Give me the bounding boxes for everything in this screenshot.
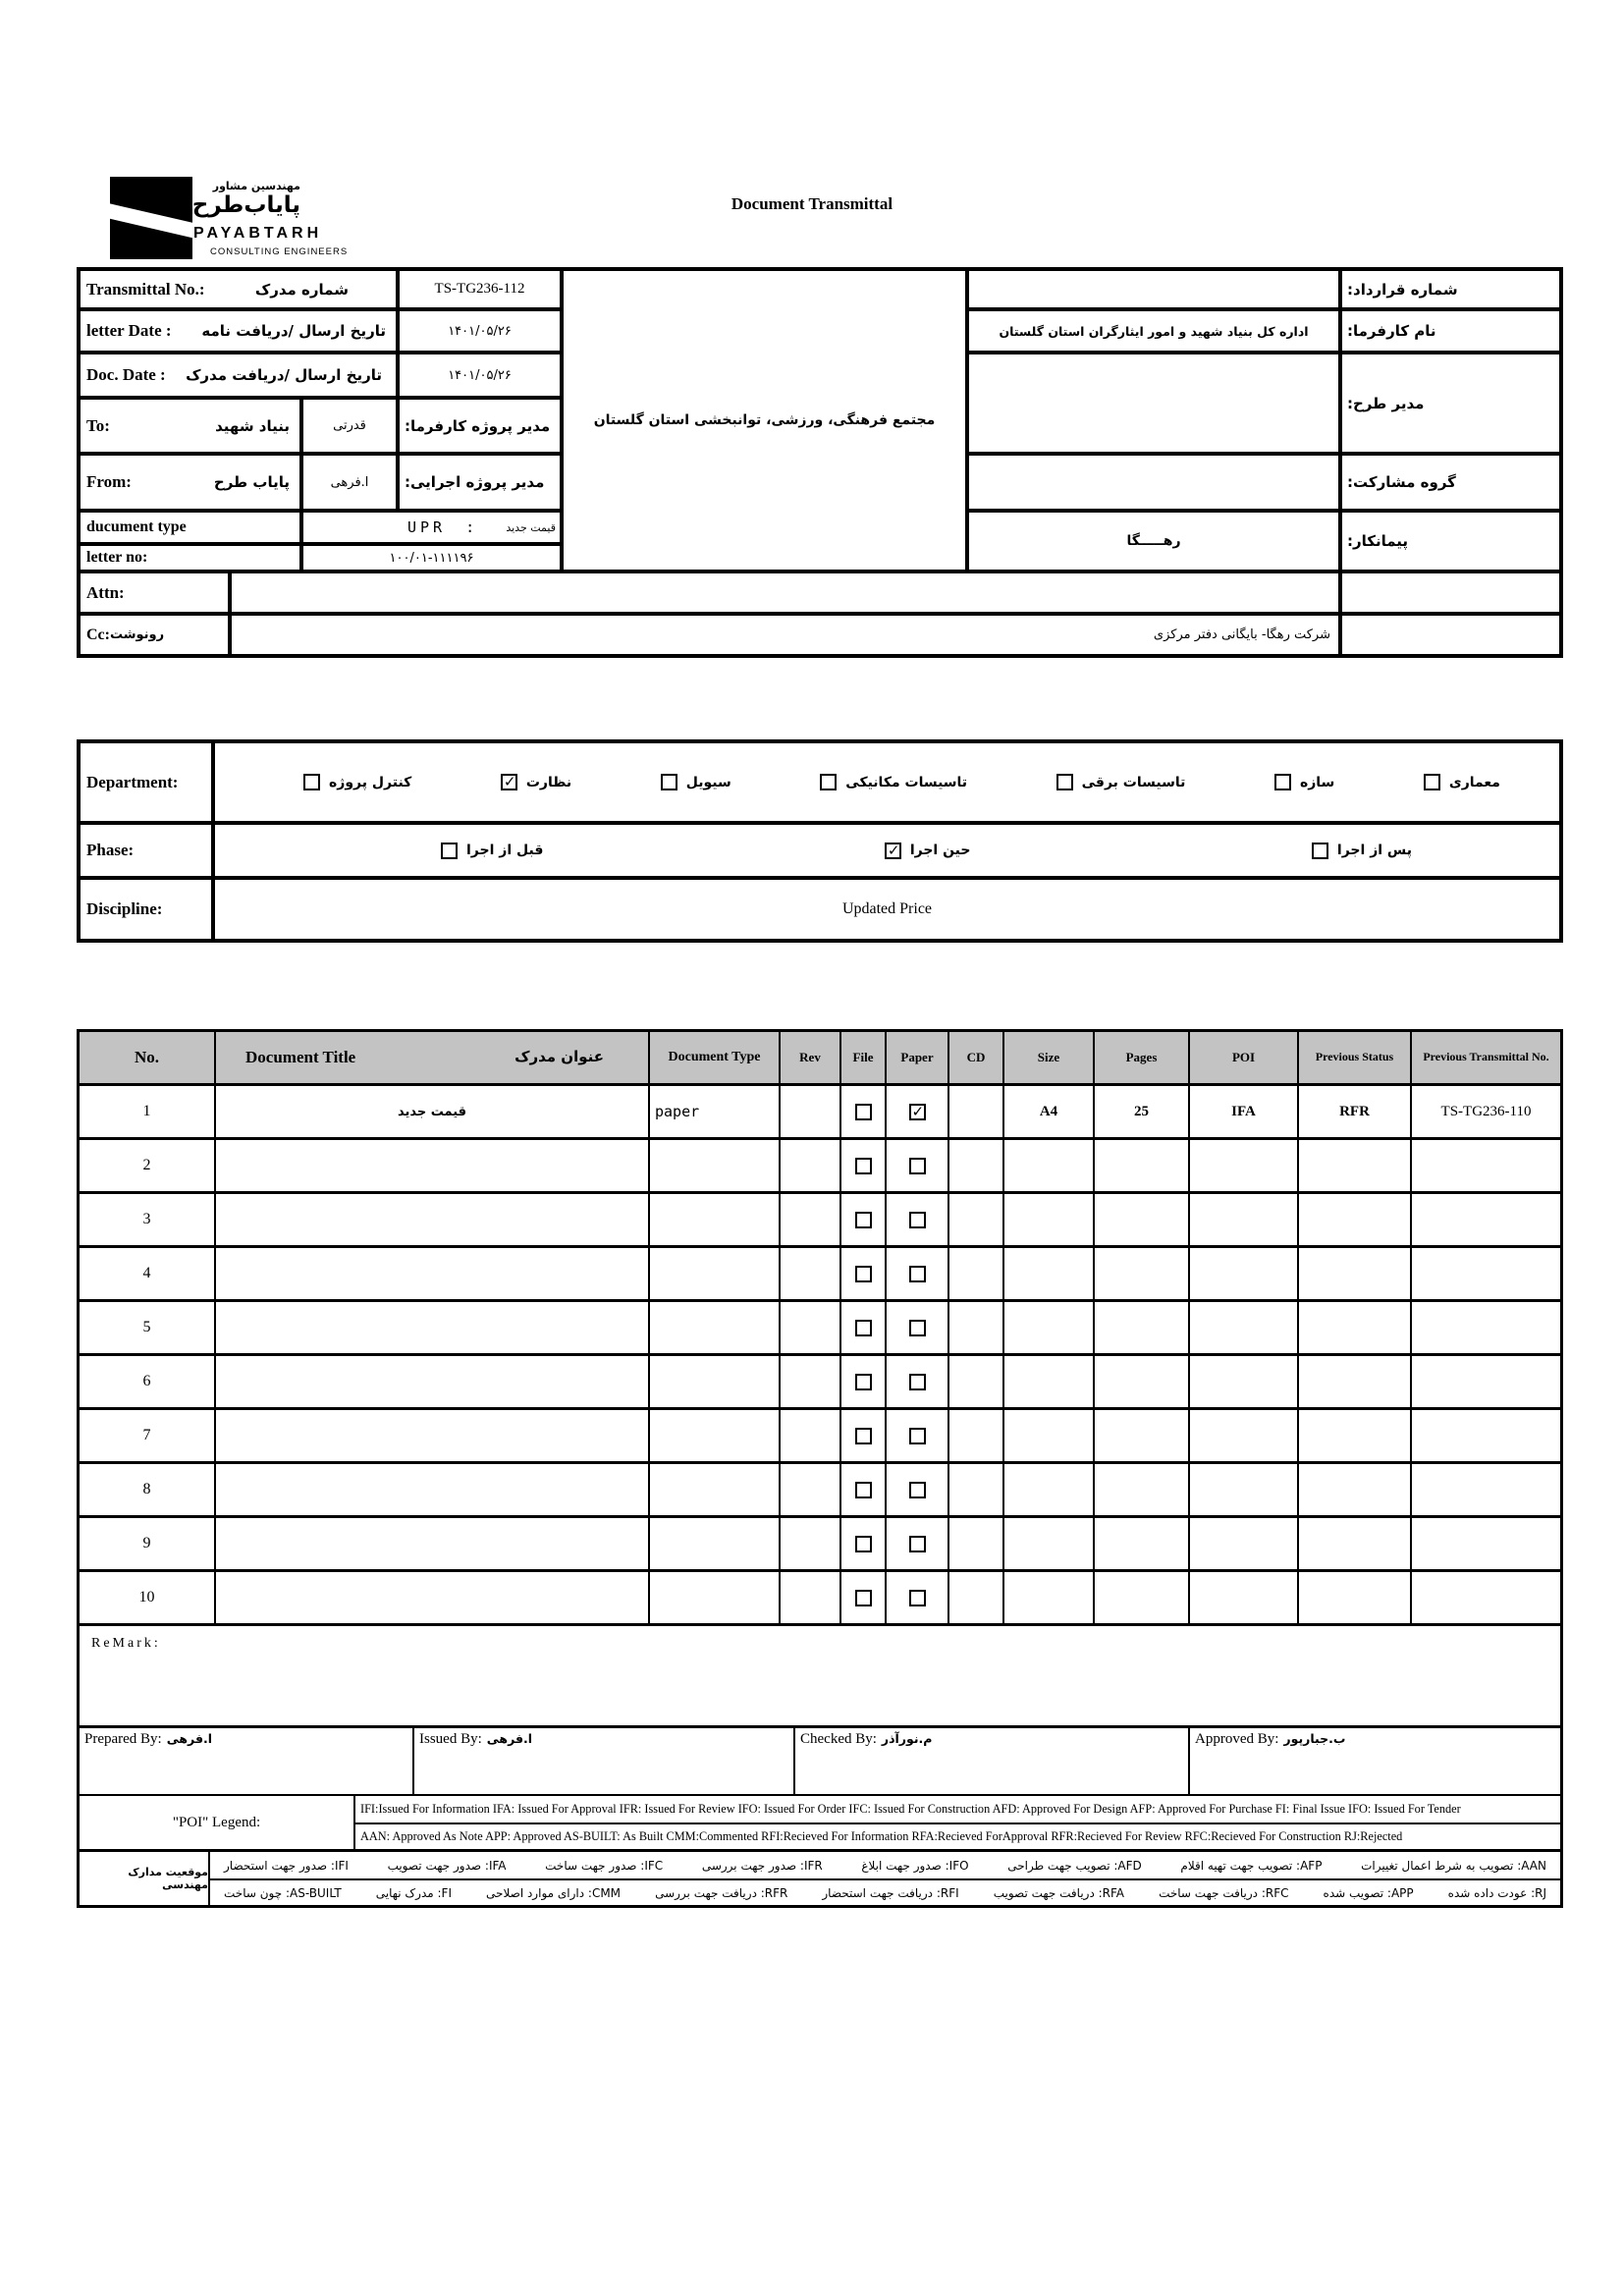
cell-file: [839, 1302, 885, 1353]
poi-legend-fa: [80, 1849, 1560, 1905]
legend-entry: IFO: صدور جهت ابلاغ: [861, 1858, 969, 1873]
legend-entry: IFC: صدور جهت ساخت: [545, 1858, 664, 1873]
cell-no: 3: [142, 1211, 151, 1227]
issued-by-cell: [412, 1728, 793, 1794]
discipline-label: Discipline:: [86, 899, 163, 918]
cell-paper: [885, 1194, 947, 1245]
cell-title: [214, 1518, 648, 1569]
checkbox-label: تاسیسات مکانیکی: [845, 774, 968, 790]
cell-prev_status: [1297, 1140, 1410, 1191]
cell-type: [648, 1302, 779, 1353]
cell-type: [648, 1410, 779, 1461]
cell-pages: [1093, 1464, 1188, 1515]
cell-no: 9: [142, 1535, 151, 1551]
cell-rev: [779, 1086, 839, 1137]
cell-type: [648, 1464, 779, 1515]
cell-no: 4: [142, 1265, 151, 1281]
cell-title: قیمت جدید: [214, 1086, 648, 1137]
legend-entry: AS-BUILT: چون ساخت: [224, 1885, 342, 1900]
table-row: [80, 1245, 1560, 1299]
checkbox[interactable]: [1424, 774, 1440, 790]
cell-prev_tx: [1410, 1140, 1560, 1191]
cell-poi: [1188, 1194, 1297, 1245]
letter-no-value: ۱۰۰/۰۱-۱۱۱۱۹۶: [389, 550, 474, 566]
phase-options: [213, 823, 1561, 878]
cell-type: [648, 1248, 779, 1299]
approved-by-cell: [1188, 1728, 1560, 1794]
prepared-by-name: ا.فرهی: [166, 1731, 213, 1746]
cell-title: [214, 1302, 648, 1353]
project-name-cell: [562, 269, 967, 571]
cell-rev: [779, 1248, 839, 1299]
attn-right-cell: [1340, 571, 1561, 614]
cell-title: [214, 1410, 648, 1461]
checkbox[interactable]: [909, 1158, 926, 1174]
cell-pages: [1093, 1572, 1188, 1623]
department-table: [77, 739, 1563, 943]
table-body: [80, 1083, 1560, 1623]
approved-by-name: ب.جبارپور: [1283, 1731, 1346, 1746]
checkbox-label: سازه: [1299, 774, 1335, 790]
prepared-by-cell: [80, 1728, 412, 1794]
cell-prev_tx: [1410, 1464, 1560, 1515]
checkbox-item: [441, 843, 543, 859]
checkbox[interactable]: [855, 1158, 872, 1174]
checked-by-label: Checked By:: [800, 1731, 877, 1747]
cell-pages: [1093, 1518, 1188, 1569]
attn-value: [230, 571, 1340, 614]
poi-legend-fa-label: موقعیت مدارک مهندسی: [80, 1852, 210, 1905]
cell-poi: [1188, 1410, 1297, 1461]
legend-entry: RFR: دریافت جهت بررسی: [655, 1885, 788, 1900]
checkbox[interactable]: [820, 774, 837, 790]
checkbox-label: کنترل پروژه: [329, 774, 412, 790]
cell-paper: [885, 1248, 947, 1299]
table-row: [80, 1191, 1560, 1245]
cell-poi: [1188, 1356, 1297, 1407]
checkbox[interactable]: [1056, 774, 1073, 790]
cell-title: [214, 1194, 648, 1245]
cell-file: [839, 1572, 885, 1623]
legend-entry: RJ: عودت داده شده: [1447, 1885, 1546, 1900]
checkbox-label: قبل از اجرا: [466, 843, 544, 858]
checkbox[interactable]: [661, 774, 677, 790]
cell-pages: [1093, 1194, 1188, 1245]
approved-by-label: Approved By:: [1195, 1731, 1279, 1747]
cell-title: [214, 1464, 648, 1515]
cell-title: [214, 1572, 648, 1623]
cell-file: [839, 1518, 885, 1569]
checkbox[interactable]: [885, 843, 901, 859]
cell-type: paper: [648, 1086, 779, 1137]
cell-prev_status: [1297, 1356, 1410, 1407]
cell-no: 10: [138, 1589, 155, 1605]
cell-file: [839, 1356, 885, 1407]
checkbox[interactable]: [909, 1482, 926, 1498]
poi-legend-label: "POI" Legend:: [80, 1796, 355, 1849]
checkbox[interactable]: [909, 1374, 926, 1390]
cell-pages: 25: [1093, 1086, 1188, 1137]
checkbox[interactable]: [855, 1320, 872, 1336]
cell-poi: [1188, 1302, 1297, 1353]
checked-by-cell: [793, 1728, 1188, 1794]
cell-poi: [1188, 1464, 1297, 1515]
cell-prev_status: [1297, 1464, 1410, 1515]
from-value: پایاب طرح: [213, 473, 290, 491]
checkbox-item: [1274, 774, 1334, 790]
doc-date-value: ۱۴۰۱/۰۵/۲۶: [448, 367, 512, 383]
header-size: Size: [1002, 1032, 1093, 1083]
cell-rev: [779, 1464, 839, 1515]
cell-no: 8: [142, 1481, 151, 1497]
cell-paper: [885, 1518, 947, 1569]
doc-date-label: Doc. Date :: [86, 365, 166, 384]
to-value: بنیاد شهید: [215, 416, 290, 435]
checkbox[interactable]: [855, 1266, 872, 1282]
transmittal-no-label-fa: شماره مدرک: [254, 280, 349, 299]
to-person: قدرتی: [333, 418, 366, 433]
document-type-label: ducument type: [86, 518, 187, 535]
contractor-value: رهـــــگا: [1126, 533, 1181, 549]
cell-rev: [779, 1140, 839, 1191]
cell-paper: [885, 1302, 947, 1353]
header-no: No.: [134, 1048, 160, 1067]
legend-entry: AFP: تصویب جهت تهیه اقلام: [1180, 1858, 1323, 1873]
legend-entry: CMM: دارای موارد اصلاحی: [486, 1885, 622, 1900]
cell-type: [648, 1140, 779, 1191]
checkbox[interactable]: [855, 1536, 872, 1552]
checkbox[interactable]: [855, 1374, 872, 1390]
cell-file: [839, 1086, 885, 1137]
partnership-value: [967, 454, 1340, 511]
document-type-code: UPR: [407, 518, 447, 536]
cell-size: [1002, 1572, 1093, 1623]
cell-prev_status: [1297, 1194, 1410, 1245]
checkbox-label: حین اجرا: [909, 843, 971, 858]
checkbox[interactable]: [441, 843, 458, 859]
cell-rev: [779, 1194, 839, 1245]
cell-cd: [947, 1410, 1002, 1461]
legend-entry: IFI: صدور جهت استحضار: [224, 1858, 349, 1873]
partnership-label: گروه مشارکت:: [1347, 473, 1456, 491]
cell-size: [1002, 1302, 1093, 1353]
cell-title: [214, 1140, 648, 1191]
remark-row: [80, 1623, 1560, 1725]
info-table: [77, 267, 1563, 658]
header-cd: CD: [947, 1032, 1002, 1083]
cell-size: [1002, 1410, 1093, 1461]
checkbox[interactable]: [303, 774, 320, 790]
transmittal-no-label: Transmittal No.:: [86, 279, 205, 299]
cell-pages: [1093, 1356, 1188, 1407]
poi-legend-en-line2: AAN: Approved As Note APP: Approved AS-BUILT: As Built CMM:Commented RFI:Recieved For Information RFA:Recieved ForApproval RFR:Recieved For Review RFC:Recieved For Construction RJ:Rejected: [355, 1823, 1560, 1849]
cell-title: [214, 1356, 648, 1407]
issued-by-label: Issued By:: [419, 1731, 482, 1747]
header-poi: POI: [1188, 1032, 1297, 1083]
header-previous-status: Previous Status: [1297, 1032, 1410, 1083]
legend-entry: AAN: تصویب به شرط اعمال تغییرات: [1361, 1858, 1546, 1873]
contract-no-value: [967, 269, 1340, 309]
document-type-colon: :: [465, 518, 475, 536]
cell-prev_tx: TS-TG236-110: [1410, 1086, 1560, 1137]
cell-prev_tx: [1410, 1410, 1560, 1461]
cell-cd: [947, 1086, 1002, 1137]
letter-date-label: letter Date :: [86, 321, 172, 340]
cell-type: [648, 1194, 779, 1245]
cc-label-fa: رونوشت: [109, 627, 165, 642]
checkbox[interactable]: [1312, 843, 1328, 859]
cell-file: [839, 1410, 885, 1461]
cell-pages: [1093, 1410, 1188, 1461]
client-name-value: اداره کل بنیاد شهید و امور ایثارگران استان گلستان: [999, 323, 1309, 339]
cc-right-cell: [1340, 614, 1561, 656]
cell-no: 1: [142, 1103, 151, 1119]
checkbox-label: سیویل: [685, 774, 731, 790]
checkbox[interactable]: [909, 1320, 926, 1336]
design-manager-value: [967, 353, 1340, 454]
cell-prev_status: [1297, 1410, 1410, 1461]
logo-fa-name: پایاب‌طرح: [191, 192, 300, 218]
cell-paper: [885, 1464, 947, 1515]
department-label: Department:: [86, 772, 179, 791]
cell-prev_status: [1297, 1572, 1410, 1623]
cell-no: 5: [142, 1319, 151, 1335]
cell-prev_status: [1297, 1248, 1410, 1299]
contractor-label: پیمانکار:: [1347, 532, 1409, 550]
document-list-table: [77, 1029, 1563, 1908]
header-title-en: Document Title: [245, 1048, 356, 1067]
cell-prev_status: [1297, 1518, 1410, 1569]
header-rev: Rev: [779, 1032, 839, 1083]
checkbox-label: معماری: [1448, 774, 1500, 790]
cell-no: 2: [142, 1157, 151, 1173]
checkbox-item: [885, 843, 971, 859]
cell-size: A4: [1002, 1086, 1093, 1137]
header-title-fa: عنوان مدرک: [514, 1048, 604, 1066]
company-logo: [110, 177, 192, 259]
letter-date-value: ۱۴۰۱/۰۵/۲۶: [448, 323, 512, 339]
logo-fa-tagline: مهندسین مشاور: [212, 180, 300, 192]
cell-prev_tx: [1410, 1356, 1560, 1407]
contract-no-label: شماره قرارداد:: [1347, 280, 1458, 299]
header-previous-transmittal: Previous Transmittal No.: [1410, 1032, 1560, 1083]
cell-cd: [947, 1572, 1002, 1623]
doc-date-label-fa: تاریخ ارسال /دریافت مدرک: [186, 366, 382, 384]
cell-size: [1002, 1356, 1093, 1407]
header-document-type: Document Type: [648, 1032, 779, 1083]
cell-size: [1002, 1140, 1093, 1191]
exec-pm-label: مدیر پروژه اجرایی:: [405, 473, 545, 491]
table-row: [80, 1299, 1560, 1353]
cell-pages: [1093, 1140, 1188, 1191]
poi-legend-en-line1: IFI:Issued For Information IFA: Issued For Approval IFR: Issued For Review IFO: Issued For Order IFC: Issued For Construction AFD: Approved For Design AFP: Approved For Purchase FI: Final Issue IFO: Issued For Tender: [360, 1802, 1461, 1816]
letter-date-label-fa: تاریخ ارسال /دریافت نامه: [201, 322, 386, 340]
cell-paper: [885, 1572, 947, 1623]
cell-prev_tx: [1410, 1302, 1560, 1353]
letter-no-label: letter no:: [86, 549, 148, 566]
from-label: From:: [86, 472, 132, 491]
client-name-label: نام کارفرما:: [1347, 322, 1436, 340]
checkbox[interactable]: [855, 1104, 872, 1120]
header-paper: Paper: [885, 1032, 947, 1083]
remark-label: ReMark:: [91, 1636, 161, 1651]
cell-file: [839, 1194, 885, 1245]
page-title: Document Transmittal: [731, 194, 893, 213]
checkbox[interactable]: [855, 1590, 872, 1606]
checkbox-item: [1312, 843, 1412, 859]
cell-paper: [885, 1356, 947, 1407]
table-row: [80, 1137, 1560, 1191]
legend-entry: APP: تصویب شده: [1323, 1885, 1414, 1900]
cell-paper: [885, 1410, 947, 1461]
cell-poi: [1188, 1140, 1297, 1191]
cell-type: [648, 1518, 779, 1569]
project-name: مجتمع فرهنگی، ورزشی، توانبخشی استان گلستان: [593, 412, 936, 428]
poi-legend-en: [80, 1794, 1560, 1849]
checkbox[interactable]: [909, 1428, 926, 1444]
department-options: [213, 741, 1561, 823]
checkbox[interactable]: [909, 1212, 926, 1228]
table-header-row: [80, 1032, 1560, 1083]
legend-entry: RFA: دریافت جهت تصویب: [993, 1885, 1125, 1900]
cell-size: [1002, 1248, 1093, 1299]
cc-label: Cc:: [86, 626, 110, 643]
legend-entry: IFA: صدور جهت تصویب: [387, 1858, 507, 1873]
from-person: ا.فرهی: [330, 474, 369, 490]
poi-legend-fa-line1: [210, 1852, 1560, 1878]
cell-cd: [947, 1302, 1002, 1353]
cell-prev_tx: [1410, 1194, 1560, 1245]
cell-no: 7: [142, 1427, 151, 1443]
checkbox-item: [501, 774, 571, 790]
checkbox[interactable]: [855, 1428, 872, 1444]
phase-label: Phase:: [86, 841, 135, 859]
cell-rev: [779, 1410, 839, 1461]
legend-entry: FI: مدرک نهایی: [375, 1885, 452, 1900]
cell-prev_tx: [1410, 1248, 1560, 1299]
logo-company-subtitle: CONSULTING ENGINEERS: [210, 246, 349, 257]
checkbox-label: تاسیسات برقی: [1081, 774, 1186, 790]
table-row: [80, 1569, 1560, 1623]
cell-paper: [885, 1086, 947, 1137]
checkbox[interactable]: [1274, 774, 1291, 790]
header-title: [214, 1032, 648, 1083]
cell-size: [1002, 1194, 1093, 1245]
issued-by-name: ا.فرهی: [486, 1731, 533, 1746]
cell-prev_status: [1297, 1302, 1410, 1353]
checkbox[interactable]: [855, 1482, 872, 1498]
cell-cd: [947, 1248, 1002, 1299]
cell-rev: [779, 1572, 839, 1623]
transmittal-no-value: TS-TG236-112: [434, 281, 525, 297]
cell-rev: [779, 1518, 839, 1569]
cell-pages: [1093, 1302, 1188, 1353]
to-label: To:: [86, 415, 110, 435]
checkbox[interactable]: [909, 1104, 926, 1120]
cell-file: [839, 1464, 885, 1515]
poi-legend-fa-line2: [210, 1878, 1560, 1905]
cell-no: 6: [142, 1373, 151, 1389]
cell-rev: [779, 1302, 839, 1353]
cell-size: [1002, 1518, 1093, 1569]
checkbox[interactable]: [909, 1536, 926, 1552]
checkbox-item: [1056, 774, 1186, 790]
checkbox[interactable]: [501, 774, 517, 790]
checkbox[interactable]: [855, 1212, 872, 1228]
checkbox-item: [1424, 774, 1500, 790]
cell-cd: [947, 1518, 1002, 1569]
cell-poi: [1188, 1518, 1297, 1569]
checkbox-item: [303, 774, 411, 790]
prepared-by-label: Prepared By:: [84, 1731, 162, 1747]
table-row: [80, 1407, 1560, 1461]
cell-prev_status: RFR: [1297, 1086, 1410, 1137]
checkbox-label: نظارت: [525, 774, 572, 790]
checked-by-name: م.نورآذر: [881, 1731, 933, 1746]
checkbox-item: [820, 774, 967, 790]
table-row: [80, 1515, 1560, 1569]
cell-prev_tx: [1410, 1518, 1560, 1569]
document-type-fa: قیمت جدید: [506, 520, 556, 534]
table-row: [80, 1353, 1560, 1407]
cell-paper: [885, 1140, 947, 1191]
cell-title: [214, 1248, 648, 1299]
header-file: File: [839, 1032, 885, 1083]
cell-cd: [947, 1356, 1002, 1407]
cc-value: شرکت رهگا- بایگانی دفتر مرکزی: [1153, 627, 1330, 642]
cell-cd: [947, 1464, 1002, 1515]
cell-pages: [1093, 1248, 1188, 1299]
logo-company-name: PAYABTARH: [193, 225, 323, 242]
cell-cd: [947, 1140, 1002, 1191]
cell-type: [648, 1356, 779, 1407]
client-pm-label: مدیر پروژه کارفرما:: [405, 416, 551, 435]
cell-prev_tx: [1410, 1572, 1560, 1623]
table-row: [80, 1461, 1560, 1515]
cell-cd: [947, 1194, 1002, 1245]
checkbox-label: پس از اجرا: [1336, 843, 1412, 858]
legend-entry: AFD: تصویب جهت طراحی: [1007, 1858, 1142, 1873]
legend-entry: IFR: صدور جهت بررسی: [701, 1858, 823, 1873]
legend-entry: RFC: دریافت جهت ساخت: [1159, 1885, 1289, 1900]
signature-row: [80, 1725, 1560, 1794]
attn-label: Attn:: [86, 582, 125, 602]
cell-size: [1002, 1464, 1093, 1515]
cell-poi: [1188, 1572, 1297, 1623]
discipline-value: Updated Price: [841, 900, 933, 917]
cell-file: [839, 1248, 885, 1299]
checkbox[interactable]: [909, 1590, 926, 1606]
cell-rev: [779, 1356, 839, 1407]
legend-entry: RFI: دریافت جهت استحضار: [822, 1885, 959, 1900]
cell-poi: [1188, 1248, 1297, 1299]
header-pages: Pages: [1093, 1032, 1188, 1083]
checkbox[interactable]: [909, 1266, 926, 1282]
cell-file: [839, 1140, 885, 1191]
checkbox-item: [661, 774, 731, 790]
cell-type: [648, 1572, 779, 1623]
design-manager-label: مدیر طرح:: [1347, 394, 1425, 412]
table-row: [80, 1083, 1560, 1137]
cell-poi: IFA: [1188, 1086, 1297, 1137]
